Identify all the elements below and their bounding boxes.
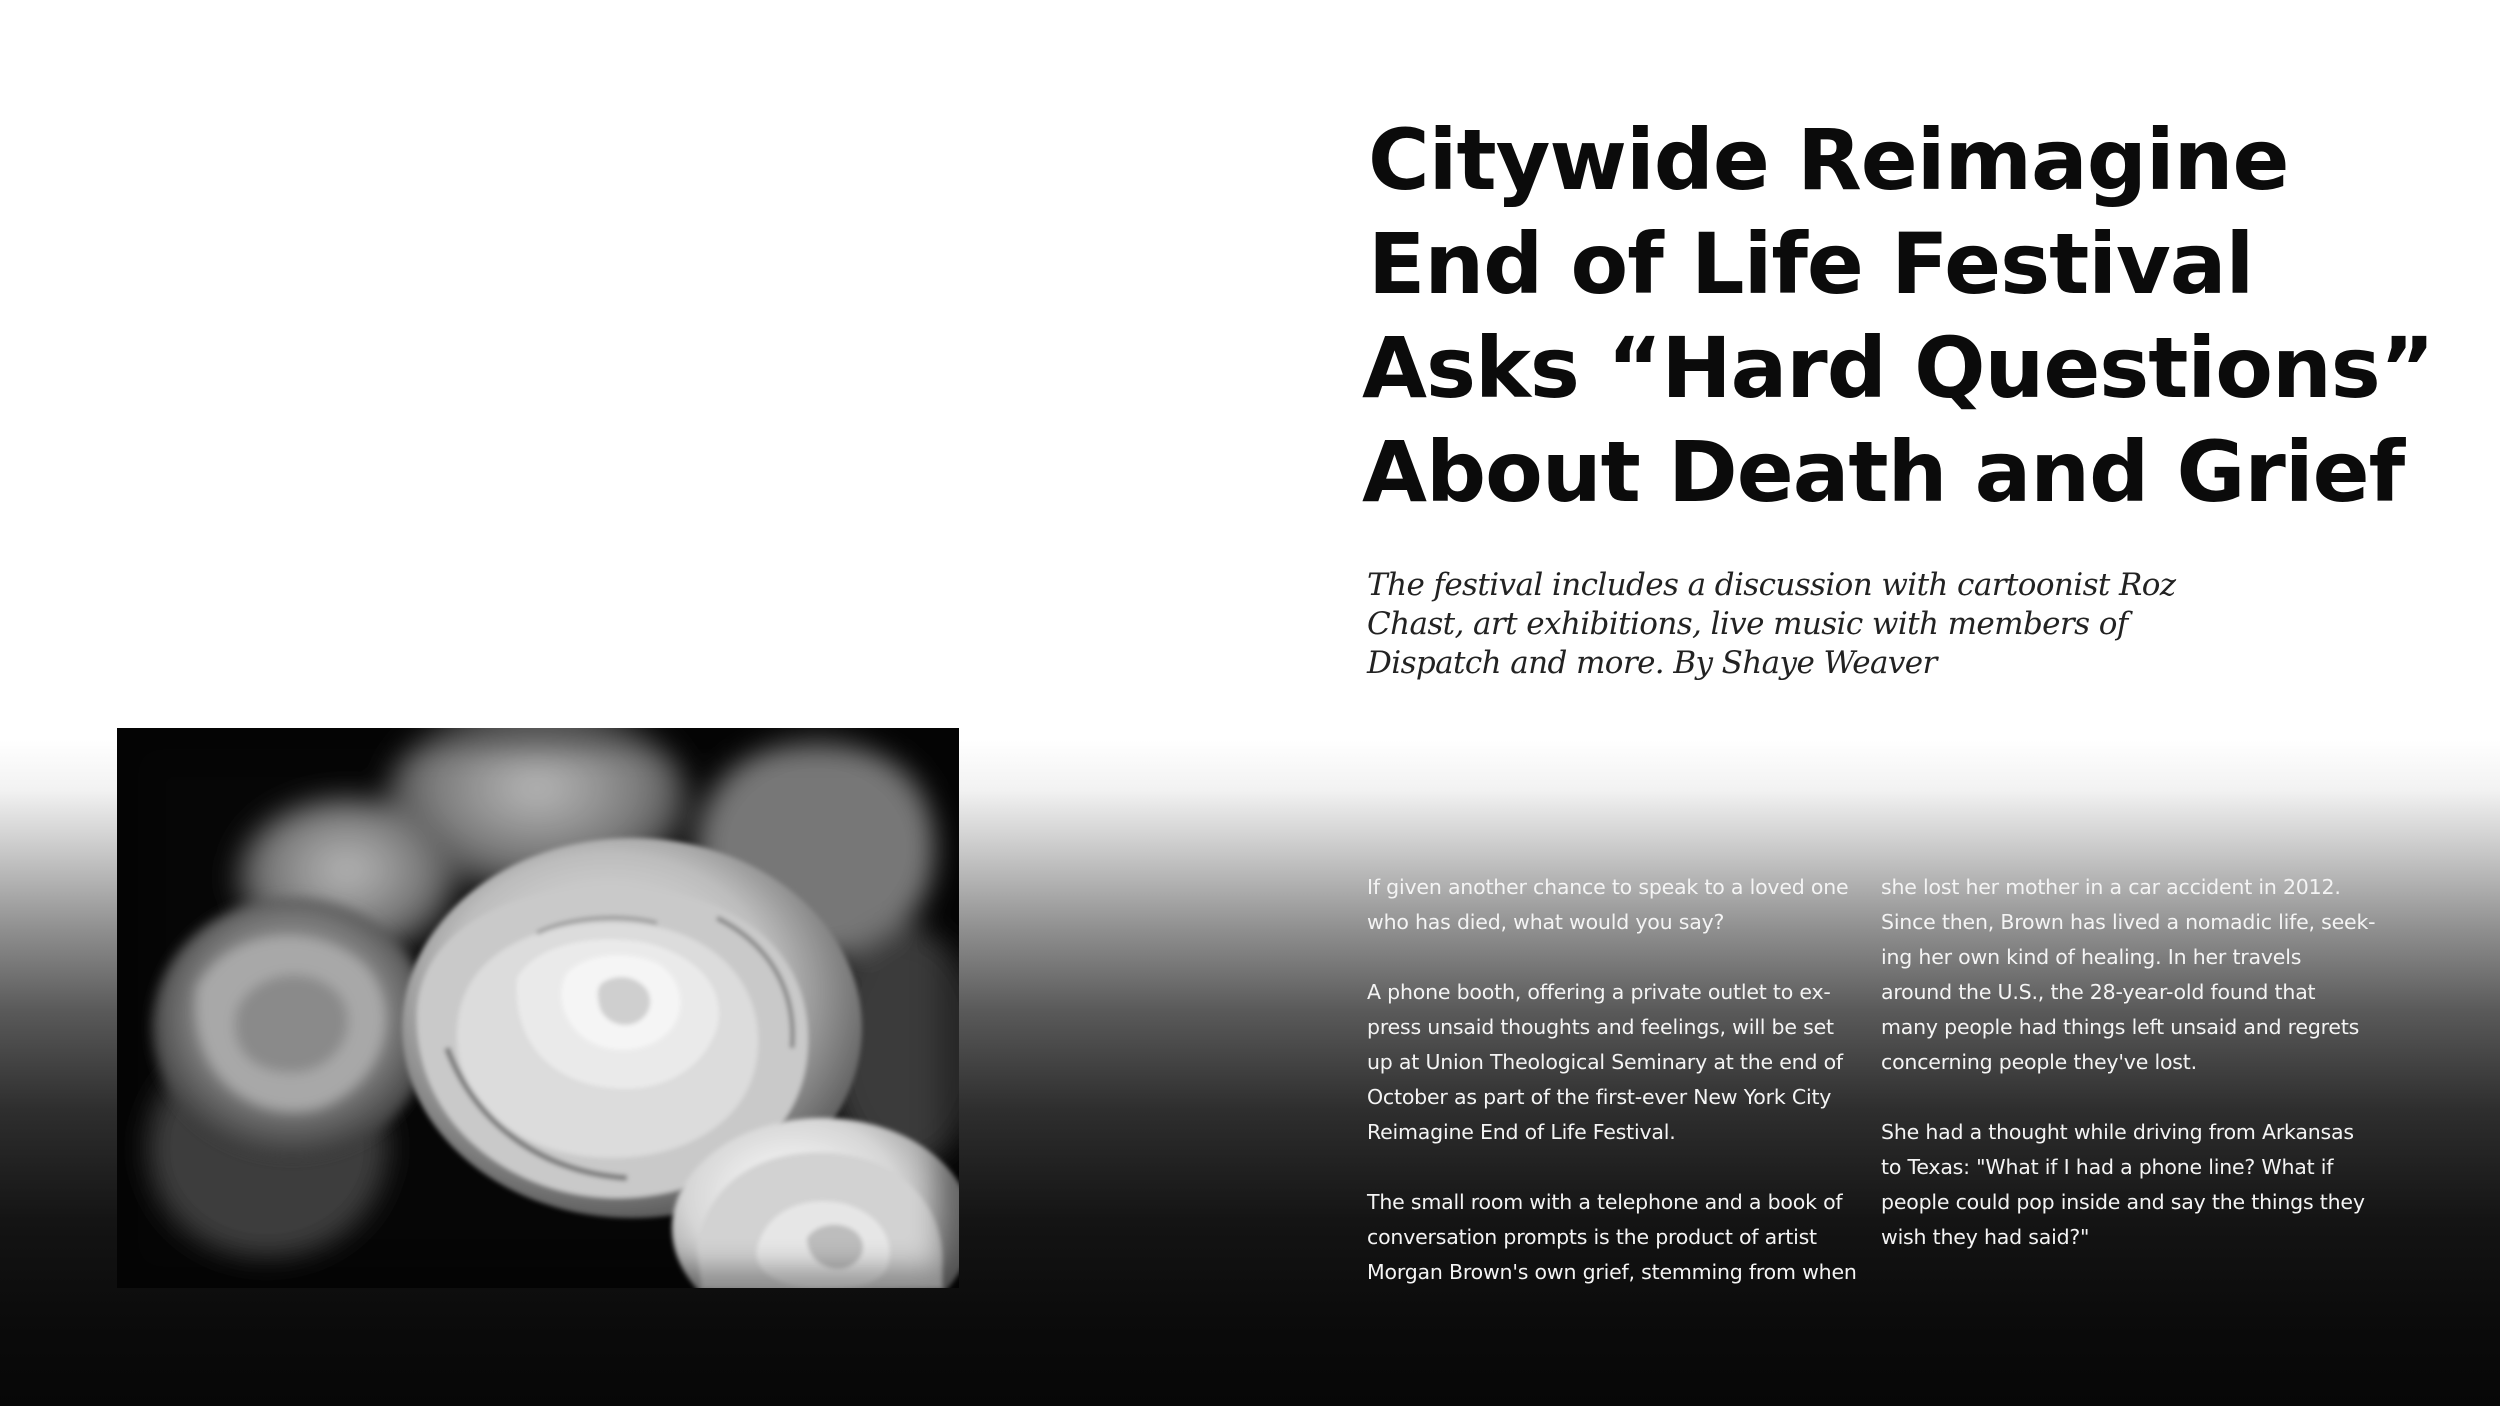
body-paragraph: A phone booth, offering a private outlet to ex-press unsaid thoughts and feelings, will be set up at Union Theological Seminary at the end of October as part of the first-ever New York City Reimagine End of Life Festival.	[1367, 980, 1843, 1144]
headline-line: Asks “Hard Questions”	[1362, 319, 2434, 417]
body-paragraph: The small room with a telephone and a book of conversation prompts is the product of artist Morgan Brown's own grief, stemming from when	[1367, 1190, 1857, 1284]
body-column-right	[1881, 870, 2376, 1290]
body-paragraph: If given another chance to speak to a loved one who has died, what would you say?	[1367, 875, 1849, 934]
article-headline	[1362, 108, 2434, 524]
article-dek-byline: The festival includes a discussion with cartoonist Roz Chast, art exhibitions, live music with members of Dispatch and more. By Shaye Weaver	[1367, 567, 2176, 681]
body-paragraph: she lost her mother in a car accident in 2012. Since then, Brown has lived a nomadic life, seek-ing her own kind of healing. In her travels around the U.S., the 28-year-old found that many people had things left unsaid and regrets concerning people they've lost.	[1881, 875, 2376, 1074]
headline-line: End of Life Festival	[1368, 215, 2254, 313]
body-column-left	[1367, 870, 1862, 1325]
headline-line: Citywide Reimagine	[1368, 111, 2289, 209]
body-paragraph: She had a thought while driving from Arkansas to Texas: "What if I had a phone line? What if people could pop inside and say the things they wish they had said?"	[1881, 1120, 2365, 1249]
headline-line: About Death and Grief	[1362, 423, 2405, 521]
roses-photo	[117, 728, 959, 1288]
